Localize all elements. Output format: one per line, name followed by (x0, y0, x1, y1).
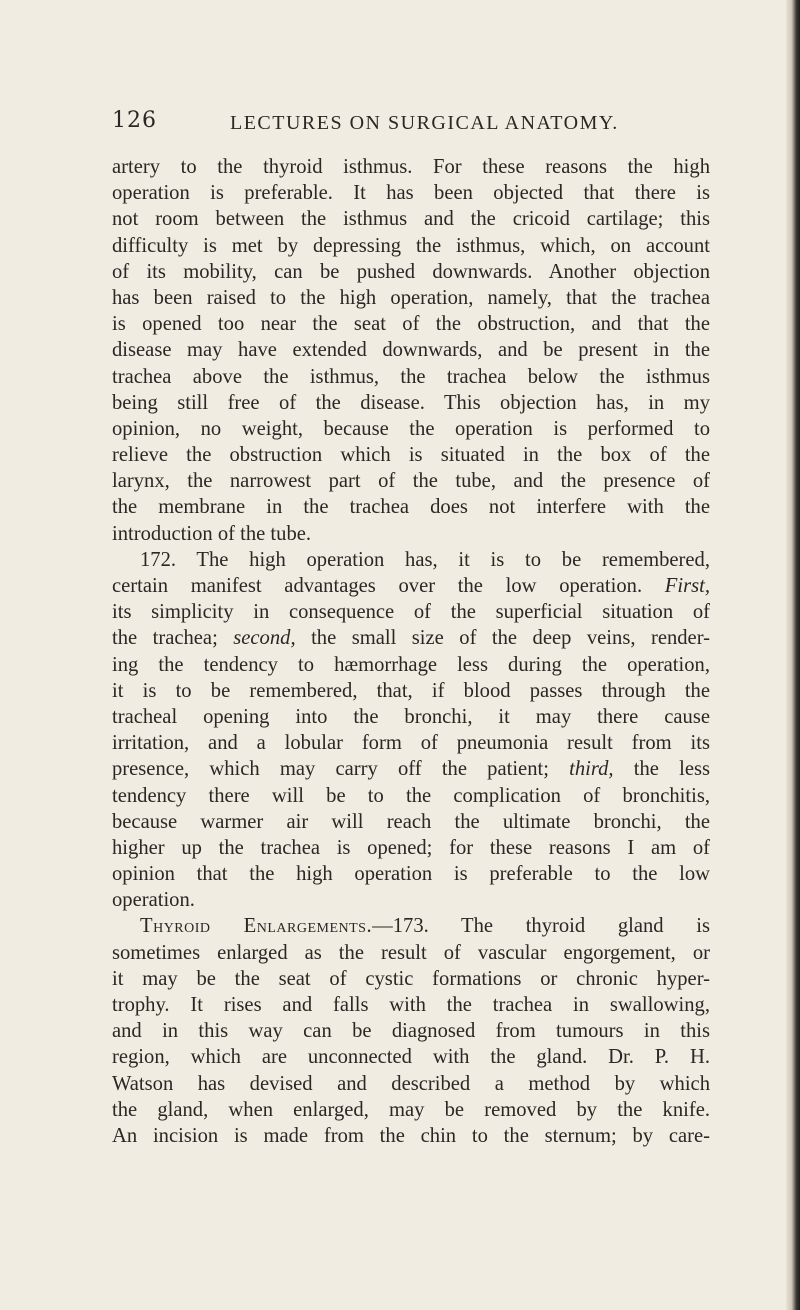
text-line: larynx, the narrowest part of the tube, and the presence of (112, 470, 710, 493)
text-line: the membrane in the trachea does not interfere with the (112, 496, 710, 519)
text-run: the trachea; (112, 627, 234, 650)
text-line: artery to the thyroid isthmus. For these reasons the high (112, 156, 710, 178)
text-run: The high operation has, it is to be remembered, (176, 548, 710, 571)
text-line: ing the tendency to hæmorrhage less during the operation, (112, 653, 710, 676)
text-line: and in this way can be diagnosed from tumours in this (112, 1020, 710, 1043)
text-line: tendency there will be to the complication of bronchitis, (112, 784, 710, 807)
text-line: it may be the seat of cystic formations or chronic hyper- (112, 967, 710, 990)
text-run: certain manifest advantages over the low operation. (112, 575, 665, 597)
text-line: not room between the isthmus and the cricoid cartilage; this (112, 208, 710, 231)
text-line (112, 756, 710, 782)
text-line: the gland, when enlarged, may be removed by the knife. (112, 1098, 710, 1121)
text-line: trachea above the isthmus, the trachea below the isthmus (112, 365, 710, 388)
text-line (112, 547, 710, 573)
text-line: because warmer air will reach the ultimate bronchi, the (112, 810, 710, 833)
text-line: sometimes enlarged as the result of vascular engorgement, or (112, 941, 710, 964)
text-line: relieve the obstruction which is situated in the box of the (112, 444, 710, 467)
text-line: of its mobility, can be pushed downwards. Another objection (112, 260, 710, 283)
text-run: the less (613, 758, 710, 781)
text-line: operation. (112, 889, 195, 912)
text-run: The thyroid gland is (428, 915, 710, 938)
text-line: region, which are unconnected with the gland. Dr. P. H. (112, 1046, 710, 1069)
text-run: the small size of the deep veins, render- (295, 627, 710, 650)
text-line: disease may have extended downwards, and be present in the (112, 339, 710, 362)
text-line: has been raised to the high operation, namely, that the trachea (112, 286, 710, 309)
text-line: trophy. It rises and falls with the trachea in swallowing, (112, 994, 710, 1016)
text-line: An incision is made from the chin to the sternum; by care- (112, 1124, 710, 1147)
text-line: opinion that the high operation is preferable to the low (112, 863, 710, 886)
text-line: being still free of the disease. This objection has, in my (112, 391, 710, 414)
page-header (112, 108, 712, 142)
italic-run: third, (569, 758, 614, 781)
paragraph-number: 172. (140, 548, 177, 571)
text-line (112, 625, 710, 651)
text-run: presence, which may carry off the patient; (112, 758, 570, 781)
text-line: tracheal opening into the bronchi, it may there cause (112, 705, 710, 728)
italic-run: second, (233, 627, 296, 650)
text-line (112, 913, 710, 939)
text-line: its simplicity in consequence of the superficial situation of (112, 601, 710, 624)
running-head: LECTURES ON SURGICAL ANATOMY. (230, 112, 619, 134)
text-line: irritation, and a lobular form of pneumonia result from its (112, 732, 710, 755)
body-text (112, 154, 710, 1149)
text-line: higher up the trachea is opened; for these reasons I am of (112, 836, 710, 859)
page-edge (786, 0, 800, 1310)
text-line: opinion, no weight, because the operation is performed to (112, 417, 710, 440)
text-line: Watson has devised and described a method by which (112, 1072, 710, 1095)
text-line (112, 573, 710, 599)
page-number: 126 (112, 108, 157, 133)
text-line: introduction of the tube. (112, 522, 312, 545)
text-line: difficulty is met by depressing the isthmus, which, on account (112, 234, 710, 257)
text-line: it is to be remembered, that, if blood passes through the (112, 679, 710, 702)
paragraph-number: —173. (372, 915, 429, 938)
text-line: operation is preferable. It has been objected that there is (112, 182, 710, 205)
italic-run: First, (664, 575, 710, 597)
section-heading: Thyroid Enlargements. (140, 915, 373, 938)
text-line: is opened too near the seat of the obstruction, and that the (112, 313, 710, 336)
